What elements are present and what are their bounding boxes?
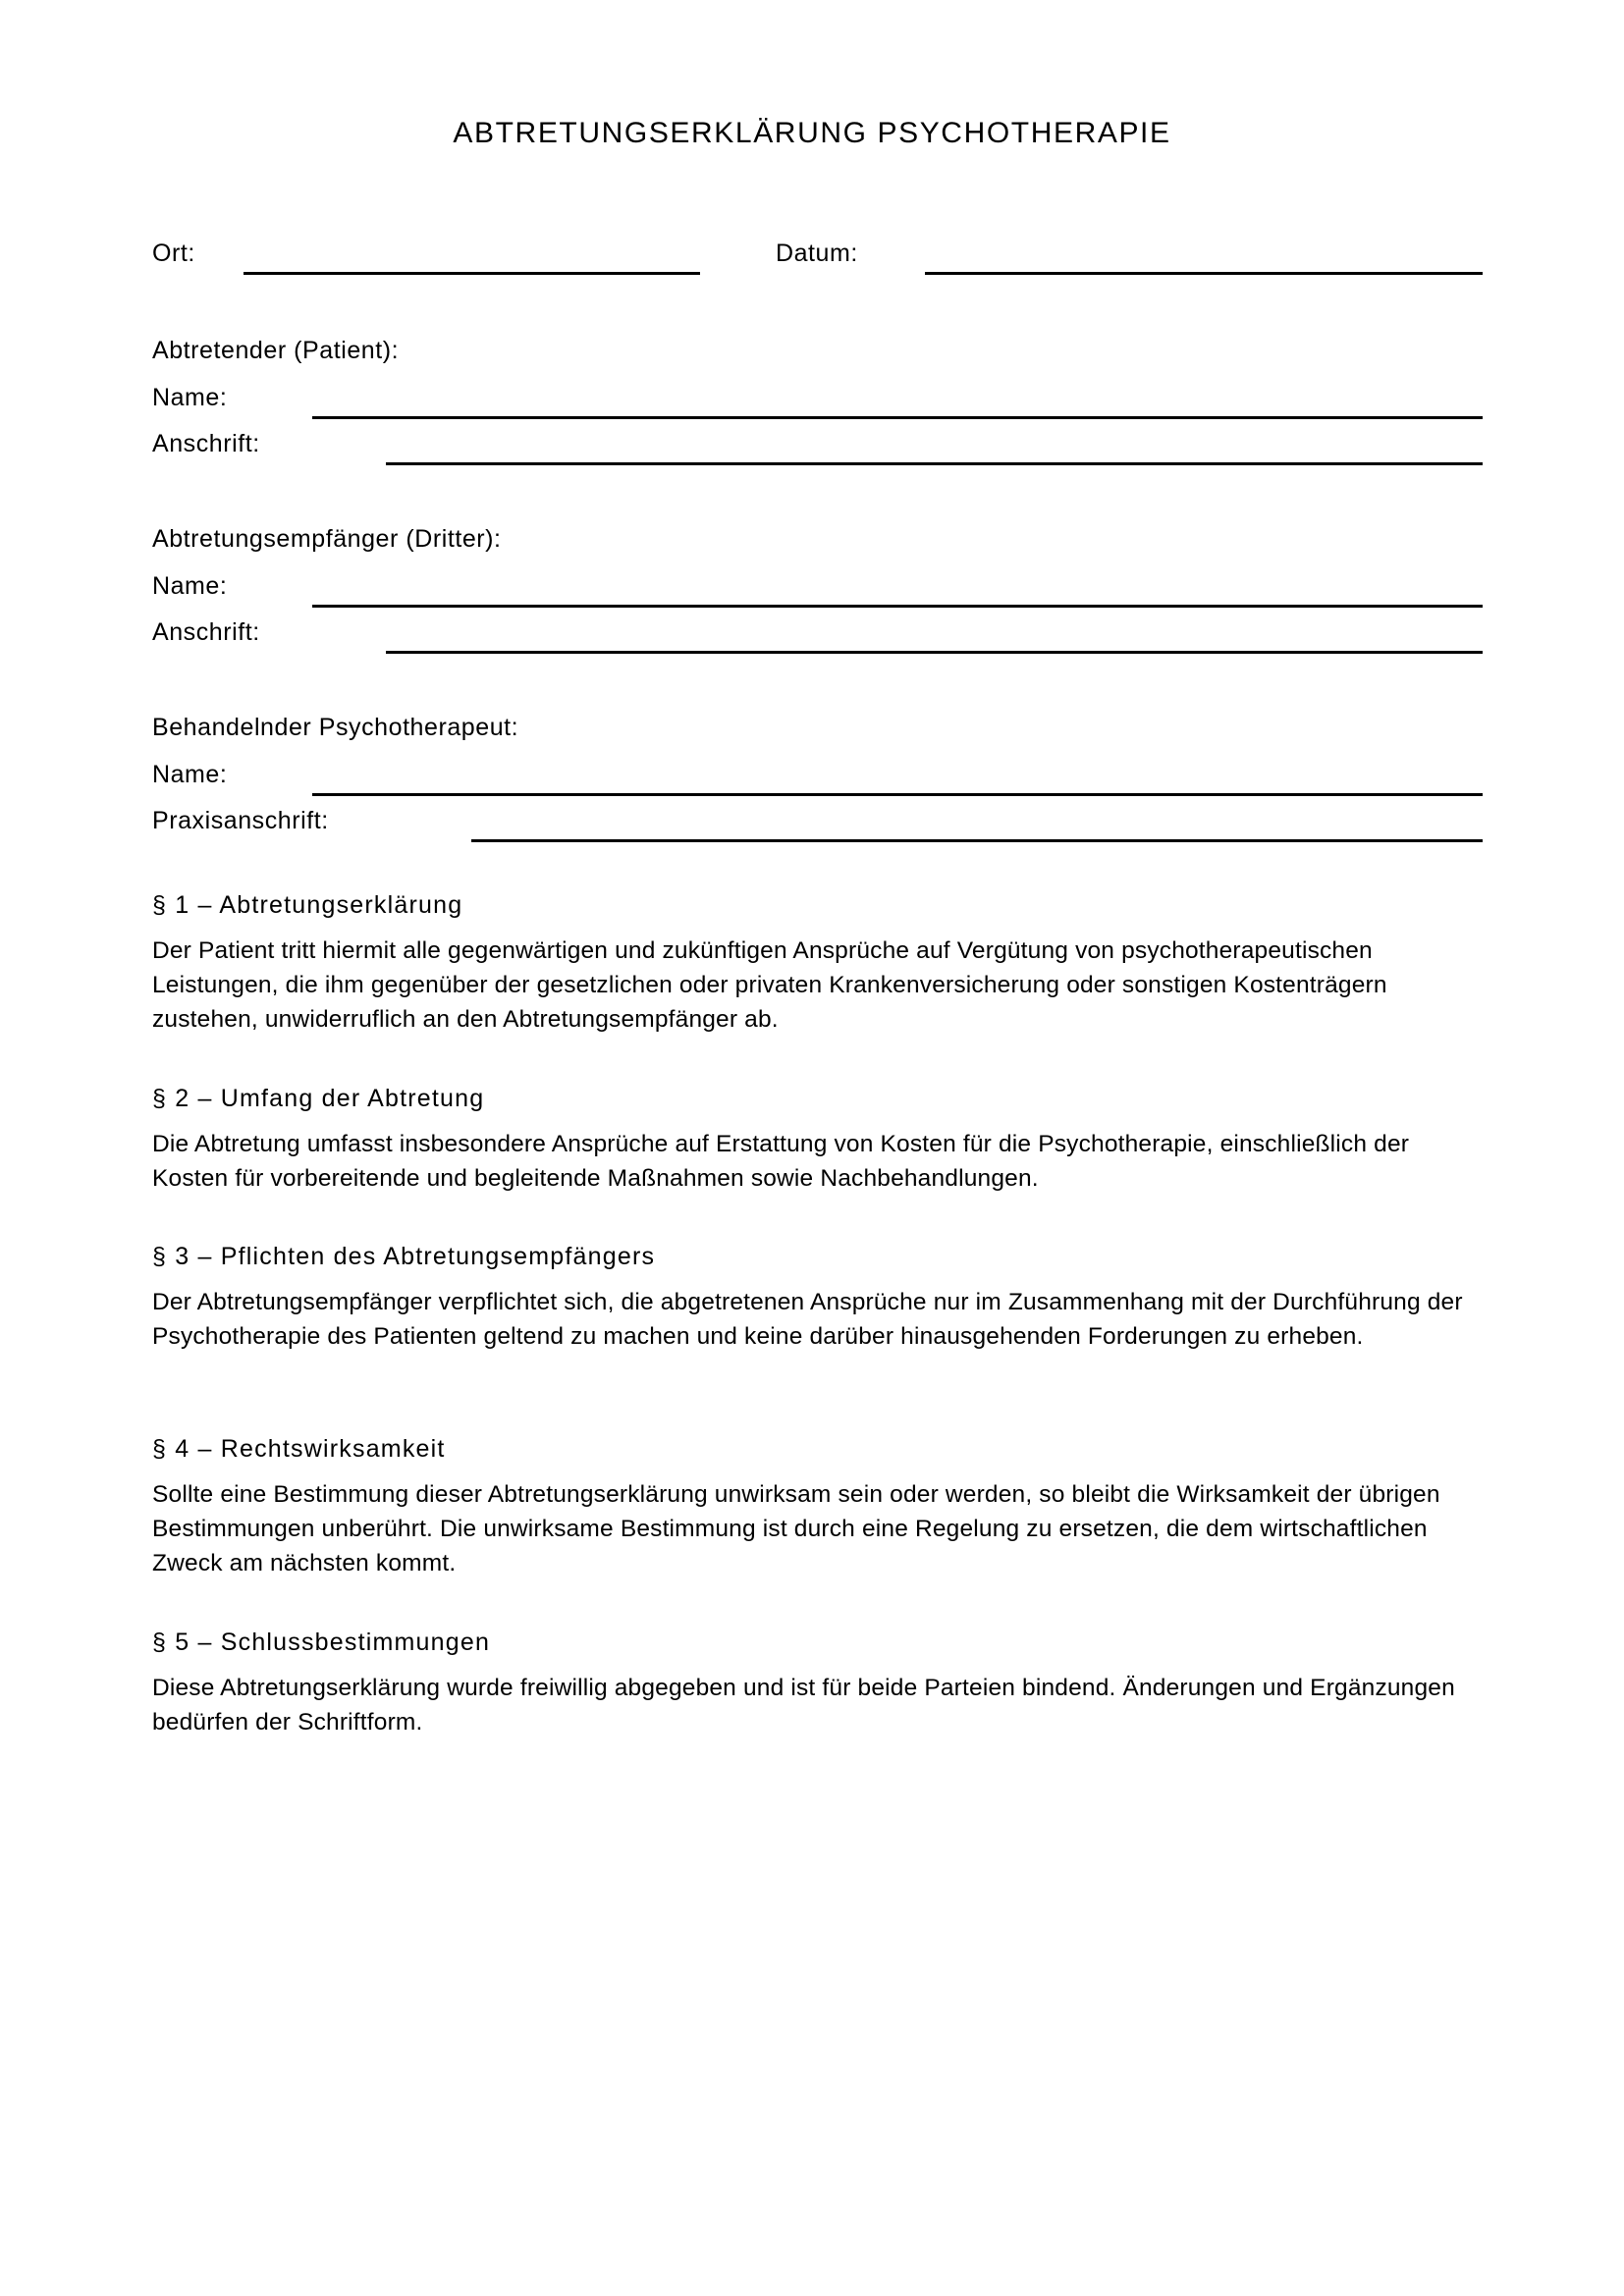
section-3-heading: § 3 – Pflichten des Abtretungsempfängers	[152, 1243, 656, 1270]
section-4-heading: § 4 – Rechtswirksamkeit	[152, 1435, 446, 1463]
section-2-body: Die Abtretung umfasst insbesondere Ansprüche auf Erstattung von Kosten für die Psychotherapie, einschließlich der Kosten für vorbereitende und begleitende Maßnahmen sowie Nachbehandlungen.	[152, 1131, 1410, 1192]
section-paragraph-5	[152, 1628, 1483, 1739]
section-paragraph-4	[152, 1434, 1483, 1580]
section-2-heading: § 2 – Umfang der Abtretung	[152, 1085, 485, 1112]
assignee-name-label: Name:	[152, 572, 228, 600]
section-1-body: Der Patient tritt hiermit alle gegenwärtigen und zukünftigen Ansprüche auf Vergütung von psychotherapeutischen Leistungen, die ihm gegenüber der gesetzlichen oder privaten Krankenversicherung oder sonstigen Kostenträgern zustehen, unwiderruflich an den Abtretungsempfänger ab.	[152, 937, 1387, 1033]
ort-label: Ort:	[152, 240, 195, 267]
therapist-address-input-line[interactable]	[471, 839, 1483, 842]
therapist-address-label: Praxisanschrift:	[152, 807, 329, 834]
assignee-address-input-line[interactable]	[386, 651, 1483, 654]
section-3-body: Der Abtretungsempfänger verpflichtet sich, die abgetretenen Ansprüche nur im Zusammenhang mit der Durchführung der Psychotherapie des Patienten geltend zu machen und keine darüber hinausgehenden Forderungen zu erheben.	[152, 1289, 1463, 1350]
section-paragraph-2	[152, 1084, 1483, 1196]
section-paragraph-3	[152, 1242, 1483, 1354]
assignee-block-heading: Abtretungsempfänger (Dritter):	[152, 525, 502, 553]
page-title: ABTRETUNGSERKLÄRUNG PSYCHOTHERAPIE	[453, 117, 1171, 149]
datum-input-line[interactable]	[925, 272, 1483, 275]
assignor-name-input-line[interactable]	[312, 416, 1483, 419]
section-5-heading: § 5 – Schlussbestimmungen	[152, 1629, 491, 1656]
section-5-body: Diese Abtretungserklärung wurde freiwillig abgegeben und ist für beide Parteien bindend. Änderungen und Ergänzungen bedürfen der Schriftform.	[152, 1675, 1455, 1735]
ort-input-line[interactable]	[244, 272, 700, 275]
datum-label: Datum:	[776, 240, 858, 267]
section-1-heading: § 1 – Abtretungserklärung	[152, 891, 463, 919]
assignee-address-label: Anschrift:	[152, 618, 260, 646]
assignor-name-label: Name:	[152, 384, 228, 411]
therapist-name-label: Name:	[152, 761, 228, 788]
section-paragraph-1	[152, 890, 1483, 1037]
assignor-block-heading: Abtretender (Patient):	[152, 337, 400, 364]
therapist-name-input-line[interactable]	[312, 793, 1483, 796]
section-4-body: Sollte eine Bestimmung dieser Abtretungserklärung unwirksam sein oder werden, so bleibt die Wirksamkeit der übrigen Bestimmungen unberührt. Die unwirksame Bestimmung ist durch eine Regelung zu ersetzen, die dem wirtschaftlichen Zweck am nächsten kommt.	[152, 1481, 1440, 1576]
assignor-address-input-line[interactable]	[386, 462, 1483, 465]
assignor-address-label: Anschrift:	[152, 430, 260, 457]
therapist-block-heading: Behandelnder Psychotherapeut:	[152, 714, 519, 741]
assignee-name-input-line[interactable]	[312, 605, 1483, 608]
